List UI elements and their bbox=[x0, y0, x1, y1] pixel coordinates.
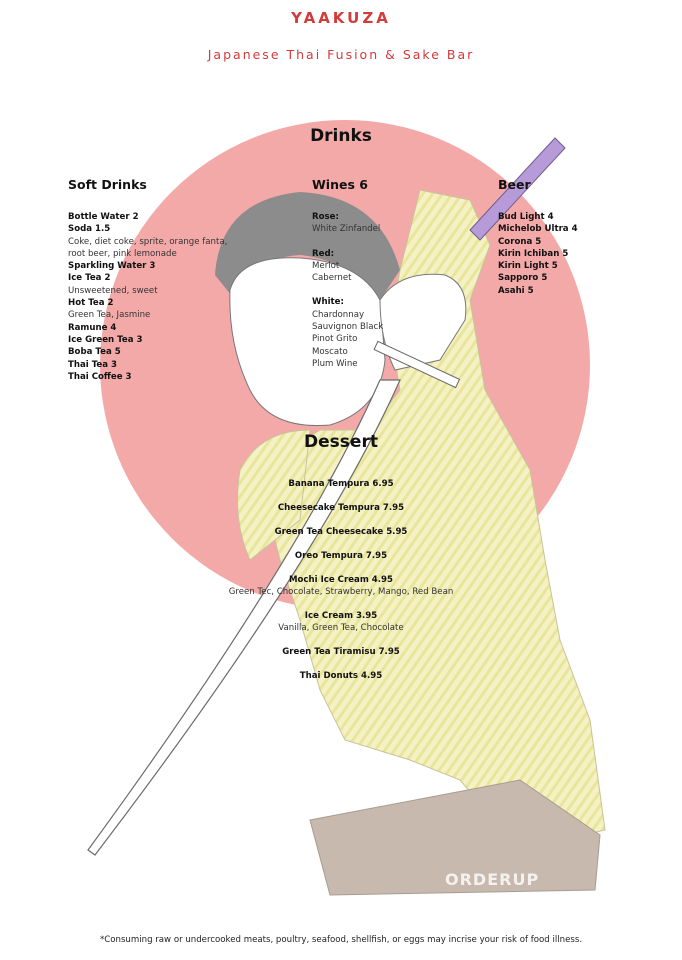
dessert-item-name: Green Tea Cheesecake 5.95 bbox=[274, 527, 408, 537]
restaurant-tagline: Japanese Thai Fusion & Sake Bar bbox=[207, 47, 475, 62]
dessert-item bbox=[0, 550, 682, 562]
menu-item: Hot Tea 2 bbox=[68, 298, 114, 309]
wine-item: Plum Wine bbox=[312, 358, 358, 369]
dessert-item-name: Thai Donuts 4.95 bbox=[299, 671, 383, 681]
dessert-item-name: Oreo Tempura 7.95 bbox=[294, 551, 388, 561]
dessert-item-name: Banana Tempura 6.95 bbox=[288, 479, 394, 489]
wine-group-label: Red: bbox=[312, 248, 335, 259]
menu-item: Sparkling Water 3 bbox=[68, 261, 156, 272]
wine-item: Sauvignon Black bbox=[312, 322, 384, 333]
wines-heading: Wines 6 bbox=[312, 177, 368, 192]
dessert-item bbox=[0, 526, 682, 538]
dessert-item bbox=[0, 610, 682, 634]
dessert-item bbox=[0, 574, 682, 598]
menu-item: Bottle Water 2 bbox=[68, 212, 139, 222]
dessert-item-desc: Vanilla, Green Tea, Chocolate bbox=[278, 623, 404, 633]
wine-group-label: White: bbox=[312, 297, 344, 308]
wine-item: Chardonnay bbox=[312, 309, 365, 320]
dessert-item-name: Green Tea Tiramisu 7.95 bbox=[282, 647, 400, 657]
beer-column bbox=[498, 177, 638, 297]
wine-item: Pinot Grito bbox=[312, 334, 358, 345]
wine-item: White Zinfandel bbox=[312, 224, 381, 235]
wine-item: Moscato bbox=[312, 346, 348, 357]
dessert-item-name: Ice Cream 3.95 bbox=[304, 611, 378, 621]
menu-item-desc: Green Tea, Jasmine bbox=[68, 310, 151, 321]
wine-item: Merlot bbox=[312, 260, 340, 271]
dessert-list bbox=[0, 478, 682, 694]
beer-item: Asahi 5 bbox=[498, 285, 534, 296]
menu-item: Ice Tea 2 bbox=[68, 273, 111, 284]
beer-item: Kirin Ichiban 5 bbox=[498, 248, 569, 259]
dessert-title: Dessert bbox=[304, 432, 378, 452]
menu-item: Soda 1.5 bbox=[68, 224, 111, 235]
wine-group-label: Rose: bbox=[312, 212, 339, 222]
drinks-title: Drinks bbox=[310, 126, 372, 146]
beer-item: Sapporo 5 bbox=[498, 273, 548, 284]
beer-item: Bud Light 4 bbox=[498, 212, 554, 222]
food-safety-disclaimer: *Consuming raw or undercooked meats, poultry, seafood, shellfish, or eggs may incrise your risk of food illness. bbox=[99, 935, 583, 945]
dessert-item bbox=[0, 646, 682, 658]
menu-item: Boba Tea 5 bbox=[68, 347, 121, 358]
menu-item-desc: Coke, diet coke, sprite, orange fanta, root beer, pink lemonade bbox=[68, 236, 228, 259]
menu-item: Ramune 4 bbox=[68, 322, 117, 333]
dessert-item-desc: Green Tec, Chocolate, Strawberry, Mango, Red Bean bbox=[228, 587, 454, 597]
dessert-item-name: Cheesecake Tempura 7.95 bbox=[277, 503, 405, 513]
beer-item: Kirin Light 5 bbox=[498, 261, 558, 272]
menu-item-desc: Unsweetened, sweet bbox=[68, 285, 158, 296]
menu-item: Ice Green Tea 3 bbox=[68, 334, 143, 345]
menu-item: Thai Coffee 3 bbox=[68, 371, 132, 382]
wines-column bbox=[312, 177, 452, 370]
dessert-item bbox=[0, 478, 682, 490]
menu-item: Thai Tea 3 bbox=[68, 359, 118, 370]
beer-heading: Beer bbox=[498, 177, 531, 192]
beer-item: Michelob Ultra 4 bbox=[498, 224, 578, 235]
dessert-item bbox=[0, 502, 682, 514]
dessert-item bbox=[0, 670, 682, 682]
soft-drinks-column bbox=[68, 177, 238, 383]
restaurant-name: YAAKUZA bbox=[291, 9, 391, 27]
beer-item: Corona 5 bbox=[498, 236, 542, 247]
wine-item: Cabernet bbox=[312, 273, 352, 284]
dessert-item-name: Mochi Ice Cream 4.95 bbox=[288, 575, 394, 585]
soft-drinks-heading: Soft Drinks bbox=[68, 177, 147, 192]
watermark: ORDERUP bbox=[445, 870, 540, 889]
